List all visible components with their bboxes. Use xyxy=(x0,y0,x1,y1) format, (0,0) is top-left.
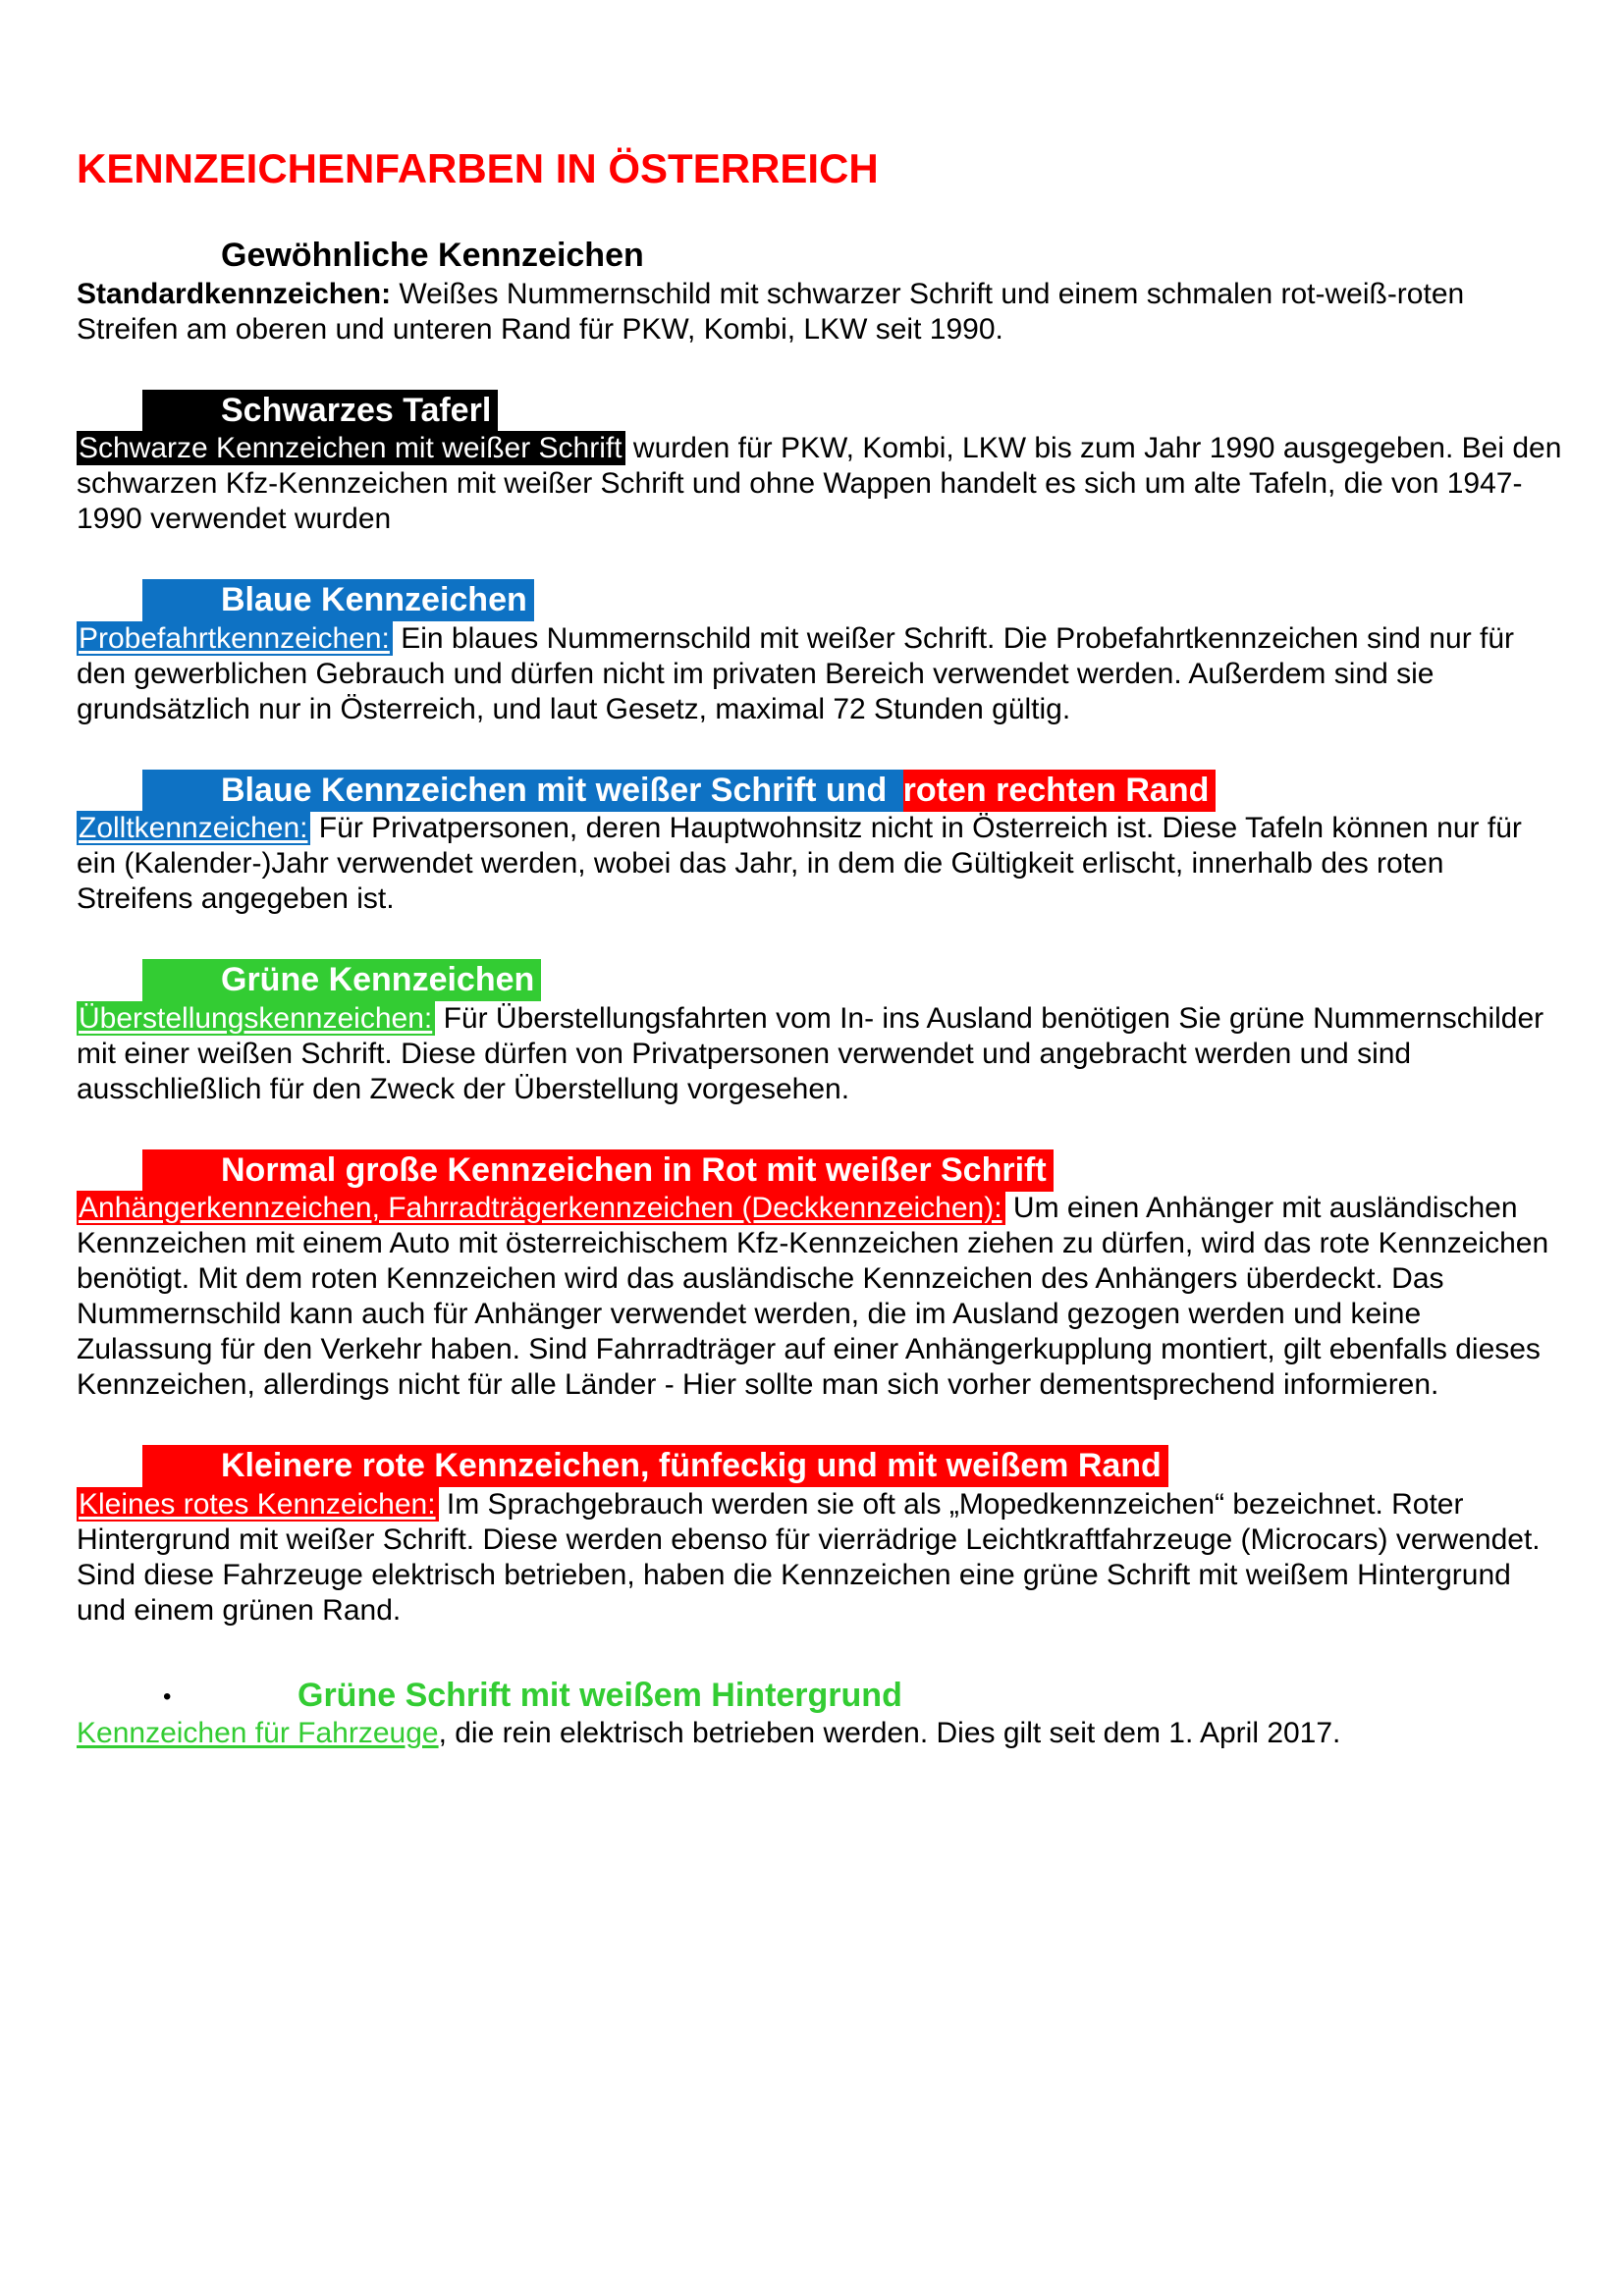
heading-green-script: Grüne Schrift mit weißem Hintergrund xyxy=(298,1676,902,1714)
heading-highlight-blue-part: Blaue Kennzeichen mit weißer Schrift und xyxy=(142,770,903,812)
heading-highlight-red: Normal große Kennzeichen in Rot mit weißer Schrift xyxy=(142,1149,1054,1192)
paragraph-blue-plate xyxy=(77,621,1564,727)
heading-highlight-green: Grüne Kennzeichen xyxy=(142,959,541,1001)
paragraph-text: , die rein elektrisch betrieben werden. Dies gilt seit dem 1. April 2017. xyxy=(438,1717,1341,1750)
lead-probefahrtkennzeichen: Probefahrtkennzeichen: xyxy=(77,621,393,656)
heading-highlight-red-part: roten rechten Rand xyxy=(903,770,1217,812)
paragraph-text: Für Privatpersonen, deren Hauptwohnsitz nicht in Österreich ist. Diese Tafeln können nur für ein (Kalender-)Jahr verwendet werden, wobei das Jahr, in dem die Gültigkeit erlischt, innerhalb des roten Streifens angegeben ist. xyxy=(77,812,1522,916)
paragraph-moped-plate xyxy=(77,1487,1564,1629)
bullet-icon: • xyxy=(163,1682,172,1710)
paragraph-electric-plate xyxy=(77,1716,1564,1751)
lead-black-plate: Schwarze Kennzeichen mit weißer Schrift xyxy=(77,431,625,465)
paragraph-black-plate xyxy=(77,431,1564,537)
section-heading-ordinary xyxy=(142,236,1565,276)
lead-ueberstellungskennzeichen: Überstellungskennzeichen: xyxy=(77,1001,435,1036)
page-title: KENNZEICHENFARBEN IN ÖSTERREICH xyxy=(77,145,879,191)
section-heading-blue-plate xyxy=(142,580,1565,620)
lead-zollkennzeichen: Zolltkennzeichen: xyxy=(77,811,310,845)
paragraph-text: Ein blaues Nummernschild mit weißer Schrift. Die Probefahrtkennzeichen sind nur für den gewerblichen Gebrauch und dürfen nicht im privaten Bereich verwendet werden. Außerdem sind sie grundsätzlich nur in Österreich, und laut Gesetz, maximal 72 Stunden gültig. xyxy=(77,621,1515,725)
paragraph-text: Um einen Anhänger mit ausländischen Kennzeichen mit einem Auto mit österreichischem Kfz-Kennzeichen ziehen zu dürfen, wird das rote Kennzeichen benötigt. Mit dem roten Kennzeichen wird das ausländische Kennzeichen des Anhängers überdeckt. Das Nummernschild kann auch für Anhänger verwendet werden, die im Ausland gezogen werden und keine Zulassung für den Verkehr haben. Sind Fahrradträger auf einer Anhängerkupplung montiert, gilt ebenfalls dieses Kennzeichen, allerdings nicht für alle Länder - Hier sollte man sich vorher dementsprechend informieren. xyxy=(77,1192,1549,1402)
paragraph-green-plate xyxy=(77,1001,1564,1107)
lead-anhaengerkennzeichen: Anhängerkennzeichen, Fahrradträgerkennzeichen (Deckkennzeichen): xyxy=(77,1191,1005,1225)
section-heading-green-script xyxy=(163,1676,1565,1716)
lead-kleines-rotes-kennzeichen: Kleines rotes Kennzeichen: xyxy=(77,1487,439,1522)
paragraph-text: Im Sprachgebrauch werden sie oft als „Mopedkennzeichen“ bezeichnet. Roter Hintergrund mit weißer Schrift. Diese werden ebenso für vierrädrige Leichtkraftfahrzeuge (Microcars) verwendet. Sind diese Fahrzeuge elektrisch betrieben, haben die Kennzeichen eine grüne Schrift mit weißem Hintergrund und einem grünen Rand. xyxy=(77,1487,1541,1627)
lead-standardkennzeichen: Standardkennzeichen: xyxy=(77,277,392,310)
paragraph-text: wurden für PKW, Kombi, LKW bis zum Jahr 1990 ausgegeben. Bei den schwarzen Kfz-Kennzeichen mit weißer Schrift und ohne Wappen handelt es sich um alte Tafeln, die von 1947-1990 verwendet wurden xyxy=(77,432,1562,536)
section-heading-black-plate xyxy=(142,391,1565,431)
link-kennzeichen-fuer-fahrzeuge[interactable]: Kennzeichen für Fahrzeuge xyxy=(77,1717,439,1750)
paragraph-customs-plate xyxy=(77,811,1564,917)
section-heading-green-plate xyxy=(142,960,1565,1000)
heading-highlight-blue: Blaue Kennzeichen xyxy=(142,579,534,621)
heading-text: Gewöhnliche Kennzeichen xyxy=(221,237,644,275)
section-heading-small-red-plate xyxy=(142,1446,1565,1486)
section-heading-red-plate xyxy=(142,1150,1565,1191)
paragraph-standard xyxy=(77,277,1564,347)
heading-highlight-black: Schwarzes Taferl xyxy=(142,390,498,432)
section-heading-blue-red-plate xyxy=(142,771,1565,811)
paragraph-trailer-plate xyxy=(77,1191,1564,1403)
paragraph-text: Für Überstellungsfahrten vom In- ins Ausland benötigen Sie grüne Nummernschilder mit einer weißen Schrift. Diese dürfen von Privatpersonen verwendet und angebracht werden und sind ausschließlich für den Zweck der Überstellung vorgesehen. xyxy=(77,1001,1544,1105)
heading-highlight-small-red: Kleinere rote Kennzeichen, fünfeckig und mit weißem Rand xyxy=(142,1445,1168,1487)
paragraph-text: Weißes Nummernschild mit schwarzer Schrift und einem schmalen rot-weiß-roten Streifen am oberen und unteren Rand für PKW, Kombi, LKW seit 1990. xyxy=(77,277,1465,346)
